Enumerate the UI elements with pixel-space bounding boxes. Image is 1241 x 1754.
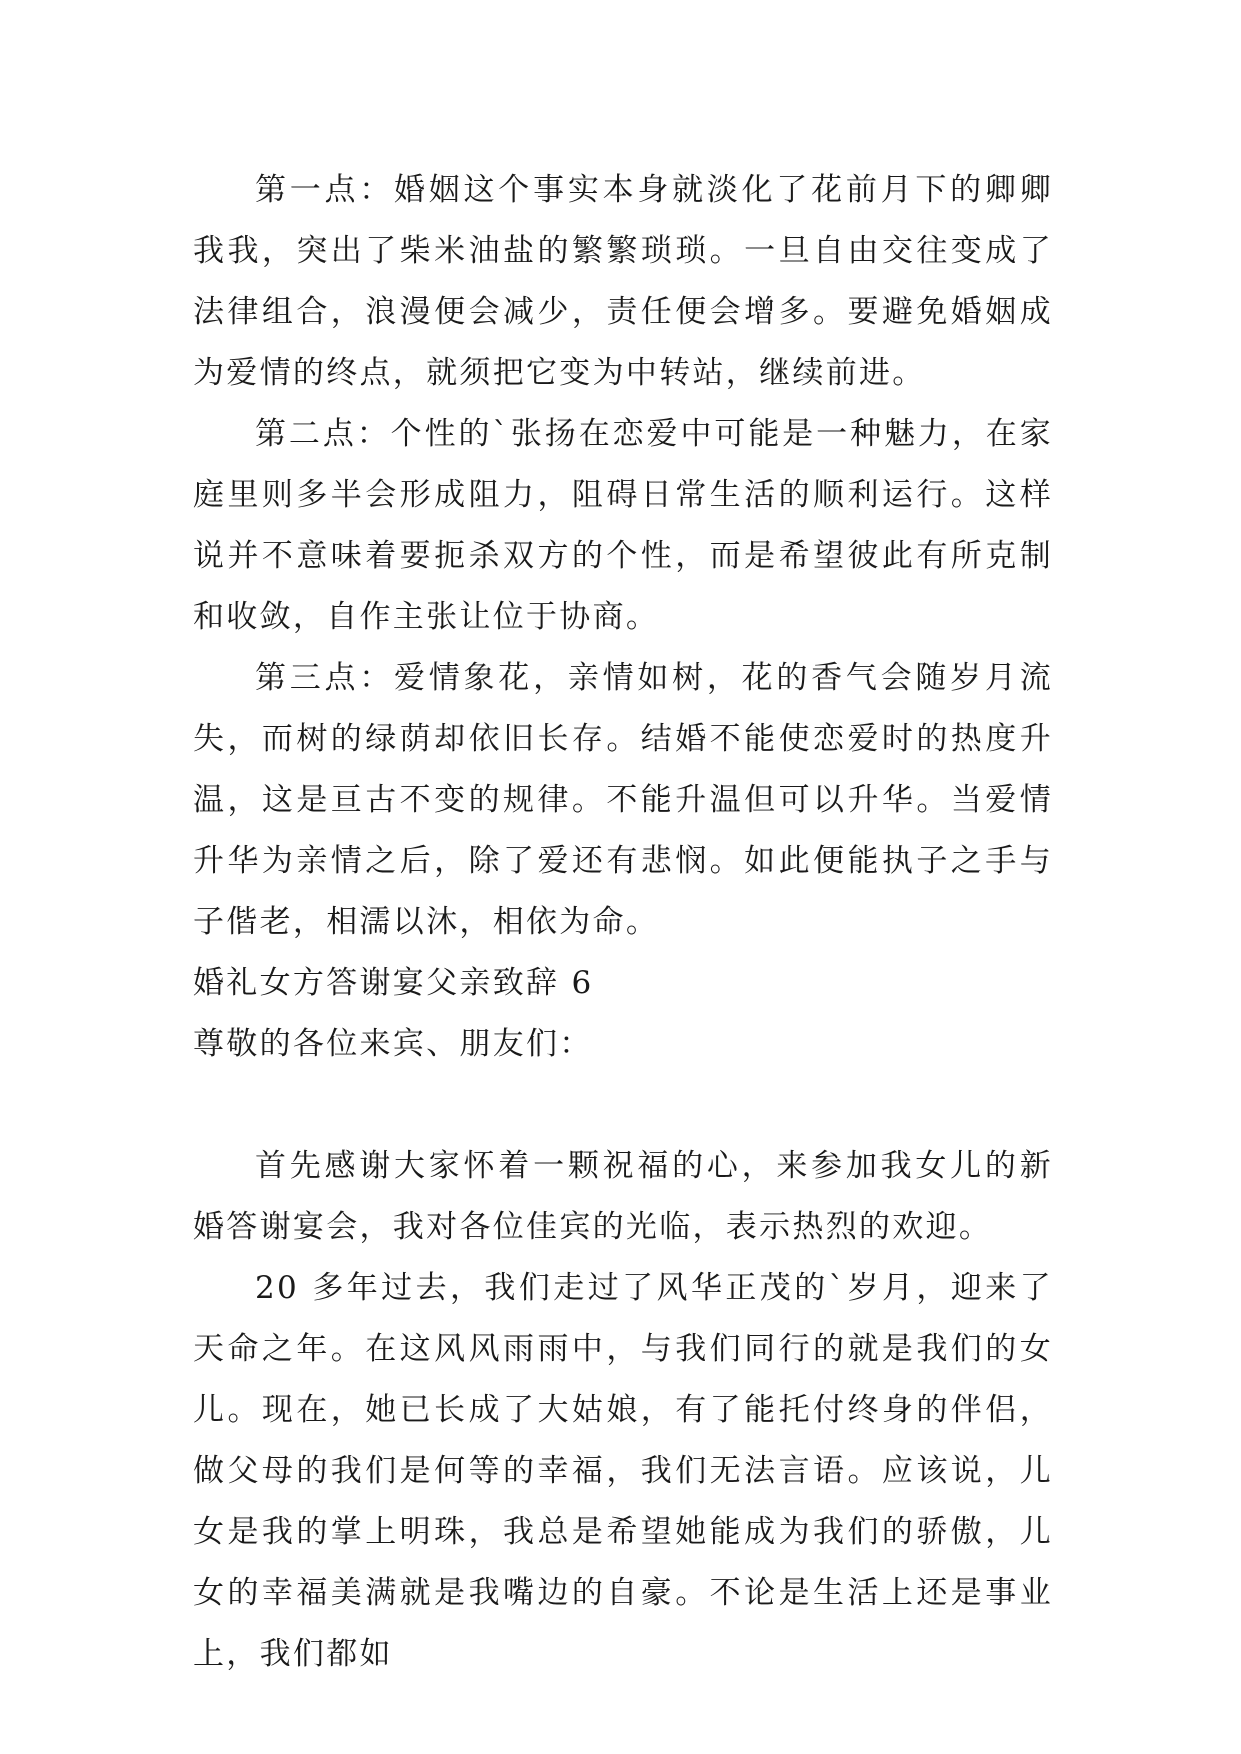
salutation: 尊敬的各位来宾、朋友们： bbox=[193, 1026, 593, 1062]
blank-line bbox=[193, 1075, 1053, 1136]
section-title: 婚礼女方答谢宴父亲致辞 6 bbox=[193, 965, 594, 1001]
paragraph-point-two: 第二点：个性的`张扬在恋爱中可能是一种魅力，在家庭里则多半会形成阻力，阻碍日常生活的顺利运行。这样说并不意味着要扼杀双方的个性，而是希望彼此有所克制和收敛，自作主张让位于协商。 bbox=[193, 416, 1053, 635]
document-body bbox=[193, 160, 1053, 1685]
paragraph-thanks: 首先感谢大家怀着一颗祝福的心，来参加我女儿的新婚答谢宴会，我对各位佳宾的光临，表示热烈的欢迎。 bbox=[193, 1148, 1053, 1245]
paragraph-point-one: 第一点：婚姻这个事实本身就淡化了花前月下的卿卿我我，突出了柴米油盐的繁繁琐琐。一旦自由交往变成了法律组合，浪漫便会减少，责任便会增多。要避免婚姻成为爱情的终点，就须把它变为中转站，继续前进。 bbox=[193, 172, 1053, 391]
paragraph-point-three: 第三点：爱情象花，亲情如树，花的香气会随岁月流失，而树的绿荫却依旧长存。结婚不能使恋爱时的热度升温，这是亘古不变的规律。不能升温但可以升华。当爱情升华为亲情之后，除了爱还有悲悯。如此便能执子之手与子偕老，相濡以沐，相依为命。 bbox=[193, 660, 1053, 940]
paragraph-years: 20 多年过去，我们走过了风华正茂的`岁月，迎来了天命之年。在这风风雨雨中，与我们同行的就是我们的女儿。现在，她已长成了大姑娘，有了能托付终身的伴侣，做父母的我们是何等的幸福，我们无法言语。应该说，儿女是我的掌上明珠，我总是希望她能成为我们的骄傲，儿女的幸福美满就是我嘴边的自豪。不论是生活上还是事业上，我们都如 bbox=[193, 1270, 1053, 1672]
